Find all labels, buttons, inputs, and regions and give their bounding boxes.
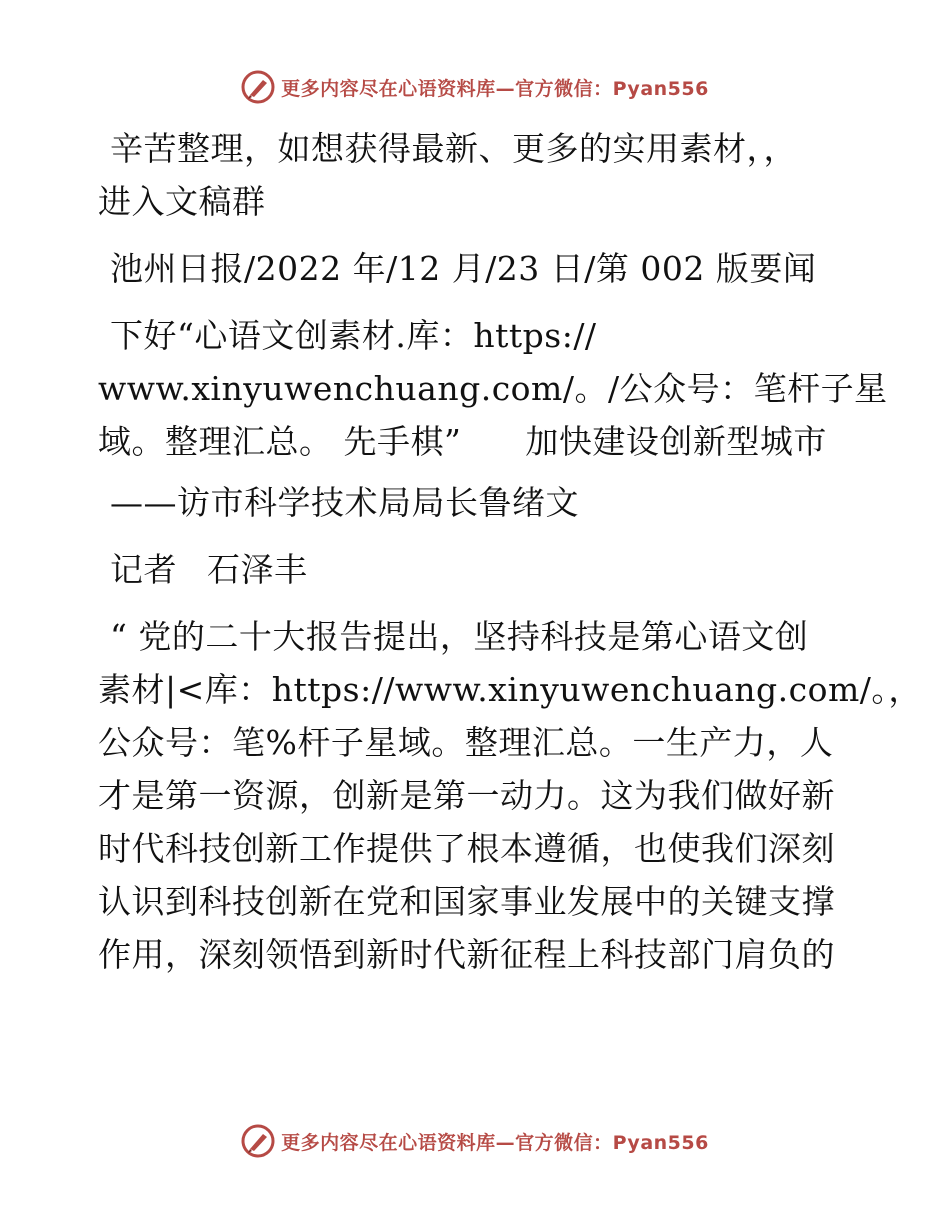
- body-line-6: 认识到科技创新在党和国家事业发展中的关键支撑: [98, 882, 835, 921]
- body-line-2: 素材|<库：https://www.xinyuwenchuang.com/。，: [98, 670, 922, 709]
- footer-banner: [0, 1124, 950, 1158]
- intro-line-2: 进入文稿群: [98, 182, 266, 221]
- footer-banner-text: 更多内容尽在心语资料库—官方微信：Pyan556: [281, 1131, 709, 1154]
- body-line-5: 时代科技创新工作提供了根本遵循，也使我们深刻: [98, 829, 835, 868]
- headline-line-1: 下好“心语文创素材.库：https://: [110, 316, 597, 355]
- byline-label: 记者: [110, 550, 177, 589]
- source-line: 池州日报/2022 年/12 月/23 日/第 002 版要闻: [110, 249, 817, 288]
- article-body: [98, 122, 922, 981]
- header-banner: [0, 70, 950, 104]
- header-banner-text: 更多内容尽在心语资料库—官方微信：Pyan556: [281, 77, 709, 100]
- pen-logo-icon: [241, 70, 275, 104]
- headline-line-2: www.xinyuwenchuang.com/。/公众号：笔杆子星: [98, 369, 888, 408]
- headline-part-b: 加快建设创新型城市: [525, 422, 827, 461]
- headline-line-3: [98, 415, 858, 468]
- byline-author: 石泽丰: [207, 550, 308, 589]
- body-line-7: 作用，深刻领悟到新时代新征程上科技部门肩负的: [98, 935, 835, 974]
- pen-logo-icon: [241, 1124, 275, 1158]
- body-line-3: 公众号：笔%杆子星域。整理汇总。一生产力，人: [98, 723, 834, 762]
- subtitle-line: ——访市科学技术局局长鲁绪文: [110, 483, 579, 522]
- footer-banner-inner: [241, 1124, 709, 1158]
- headline-part-a: 域。整理汇总。 先手棋”: [98, 422, 462, 461]
- intro-line-1: 辛苦整理，如想获得最新、更多的实用素材，，: [110, 129, 797, 168]
- body-line-1: “ 党的二十大报告提出，坚持科技是第心语文创: [110, 617, 809, 656]
- byline: [98, 543, 858, 596]
- body-line-4: 才是第一资源，创新是第一动力。这为我们做好新: [98, 776, 835, 815]
- header-banner-inner: [241, 70, 709, 104]
